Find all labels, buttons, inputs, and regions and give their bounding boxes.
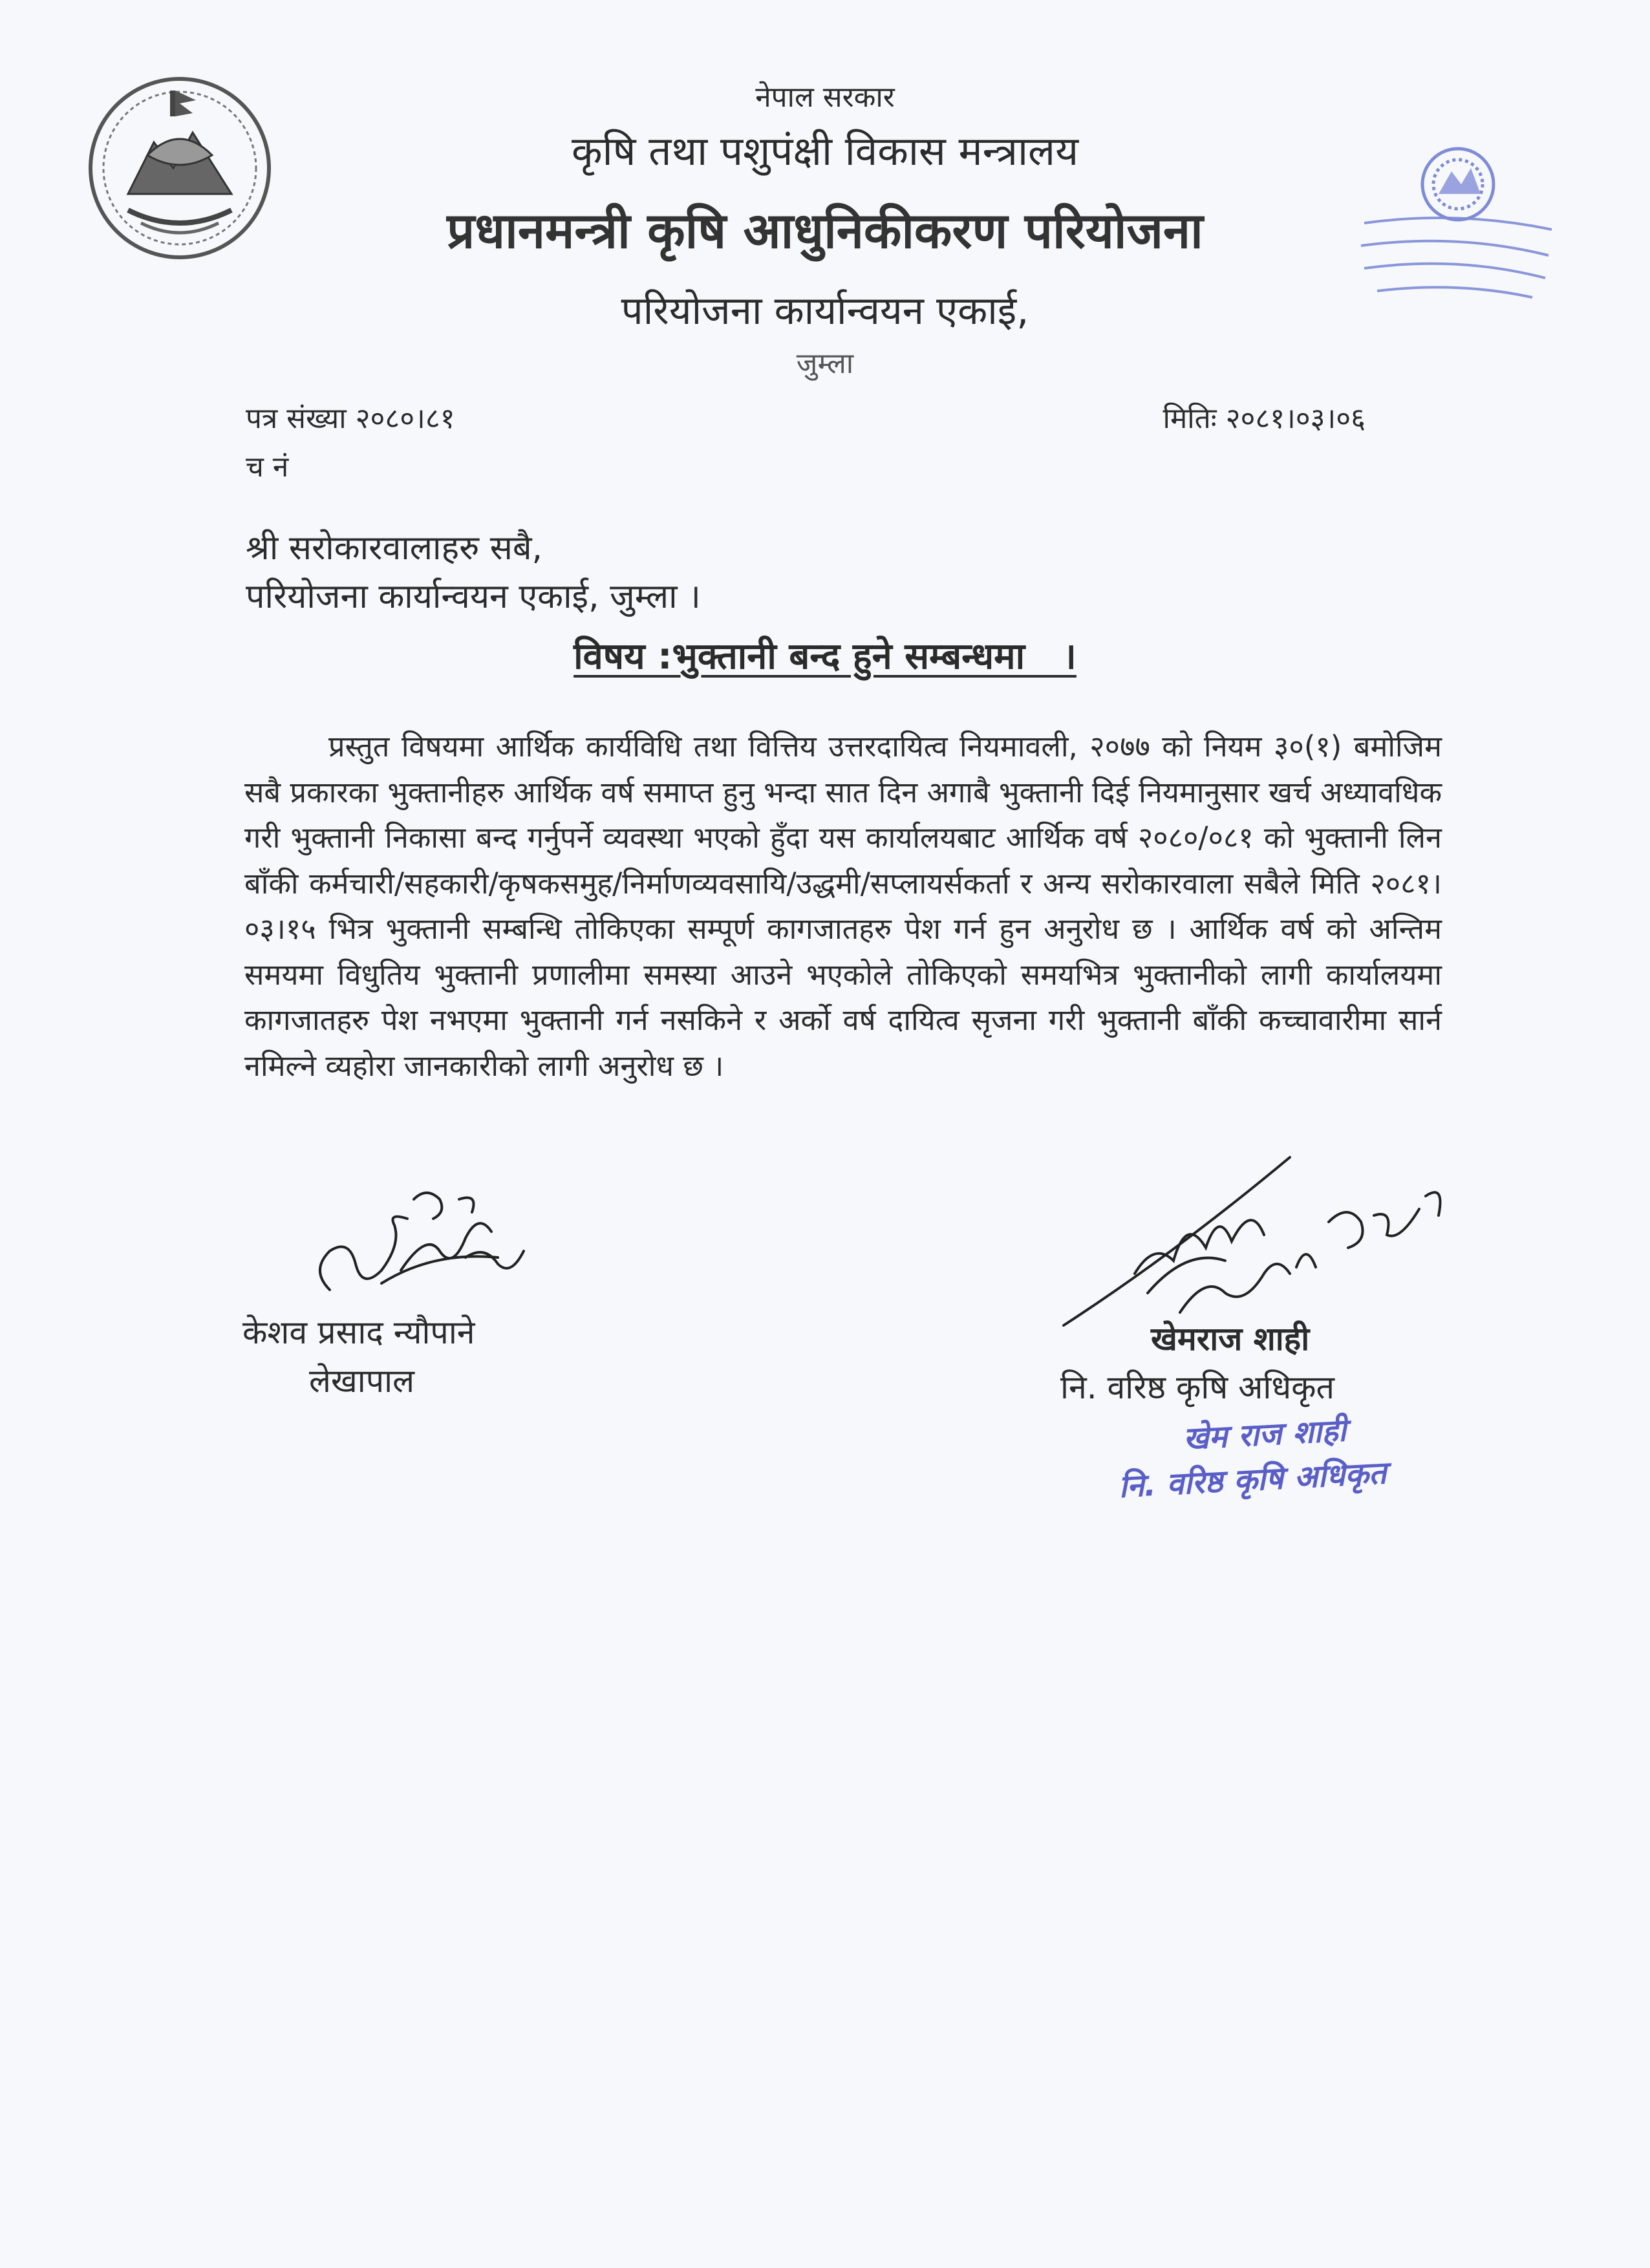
project-name: प्रधानमन्त्री कृषि आधुनिकीकरण परियोजना	[447, 202, 1203, 259]
ministry-name: कृषि तथा पशुपंक्षी विकास मन्त्रालय	[571, 127, 1079, 175]
dispatch-number: च नं	[246, 451, 289, 484]
title-stamp: नि. वरिष्ठ कृषि अधिकृत	[1117, 1455, 1388, 1505]
officer-name: खेमराज शाही	[1151, 1320, 1310, 1358]
officer-signature	[1057, 1144, 1458, 1338]
accountant-title: लेखापाल	[309, 1362, 414, 1400]
reference-number: पत्र संख्या २०८०।८१	[246, 402, 455, 435]
addressee-line-2: परियोजना कार्यान्वयन एकाई, जुम्ला ।	[246, 577, 701, 616]
name-stamp: खेम राज शाही	[1182, 1412, 1347, 1457]
letter-body: प्रस्तुत विषयमा आर्थिक कार्यविधि तथा वित्तिय उत्तरदायित्व नियमावली, २०७७ को नियम ३०(१) बमोजिम सबै प्रकारका भुक्तानीहरु आर्थिक वर्ष समाप्त हुनु भन्दा सात दिन अगाबै भुक्तानी दिई नियमानुसार खर्च अध्यावधिक गरी भुक्तानी निकासा बन्द गर्नुपर्ने व्यवस्था भएको हुँदा यस कार्यालयबाट आर्थिक वर्ष २०८०/०८१ को भुक्तानी लिन बाँकी कर्मचारी/सहकारी/कृषकसमुह/निर्माणव्यवसायि/उद्धमी/सप्लायर्सकर्ता र अन्य सरोकारवाला सबैले मिति २०८१।०३।१५ भित्र भुक्तानी सम्बन्धि तोकिएका सम्पूर्ण कागजातहरु पेश गर्न हुन अनुरोध छ । आर्थिक वर्ष को अन्तिम समयमा विधुतिय भुक्तानी प्रणालीमा समस्या आउने भएकोले तोकिएको समयभित्र भुक्तानीको लागी कार्यालयमा कागजातहरु पेश नभएमा भुक्तानी गर्न नसकिने र अर्को वर्ष दायित्व सृजना गरी भुक्तानी बाँकी कच्चावारीमा सार्न नमिल्ने व्यहोरा जानकारीको लागी अनुरोध छ ।	[244, 729, 1442, 1083]
subject-text: विषय :भुक्तानी बन्द हुने सम्बन्धमा ।	[573, 636, 1077, 678]
unit-name: परियोजना कार्यान्वयन एकाई,	[621, 288, 1029, 334]
addressee-line-1: श्री सरोकारवालाहरु सबै,	[246, 529, 543, 568]
accountant-signature	[304, 1173, 550, 1316]
office-location: जुम्ला	[796, 347, 854, 380]
accountant-name: केशव प्रसाद न्यौपाने	[242, 1314, 475, 1351]
letter-date: मितिः २०८१।०३।०६	[1162, 402, 1366, 435]
subject-line	[0, 630, 1650, 679]
government-name: नेपाल सरकार	[755, 81, 895, 114]
officer-title: नि. वरिष्ठ कृषि अधिकृत	[1060, 1369, 1334, 1406]
